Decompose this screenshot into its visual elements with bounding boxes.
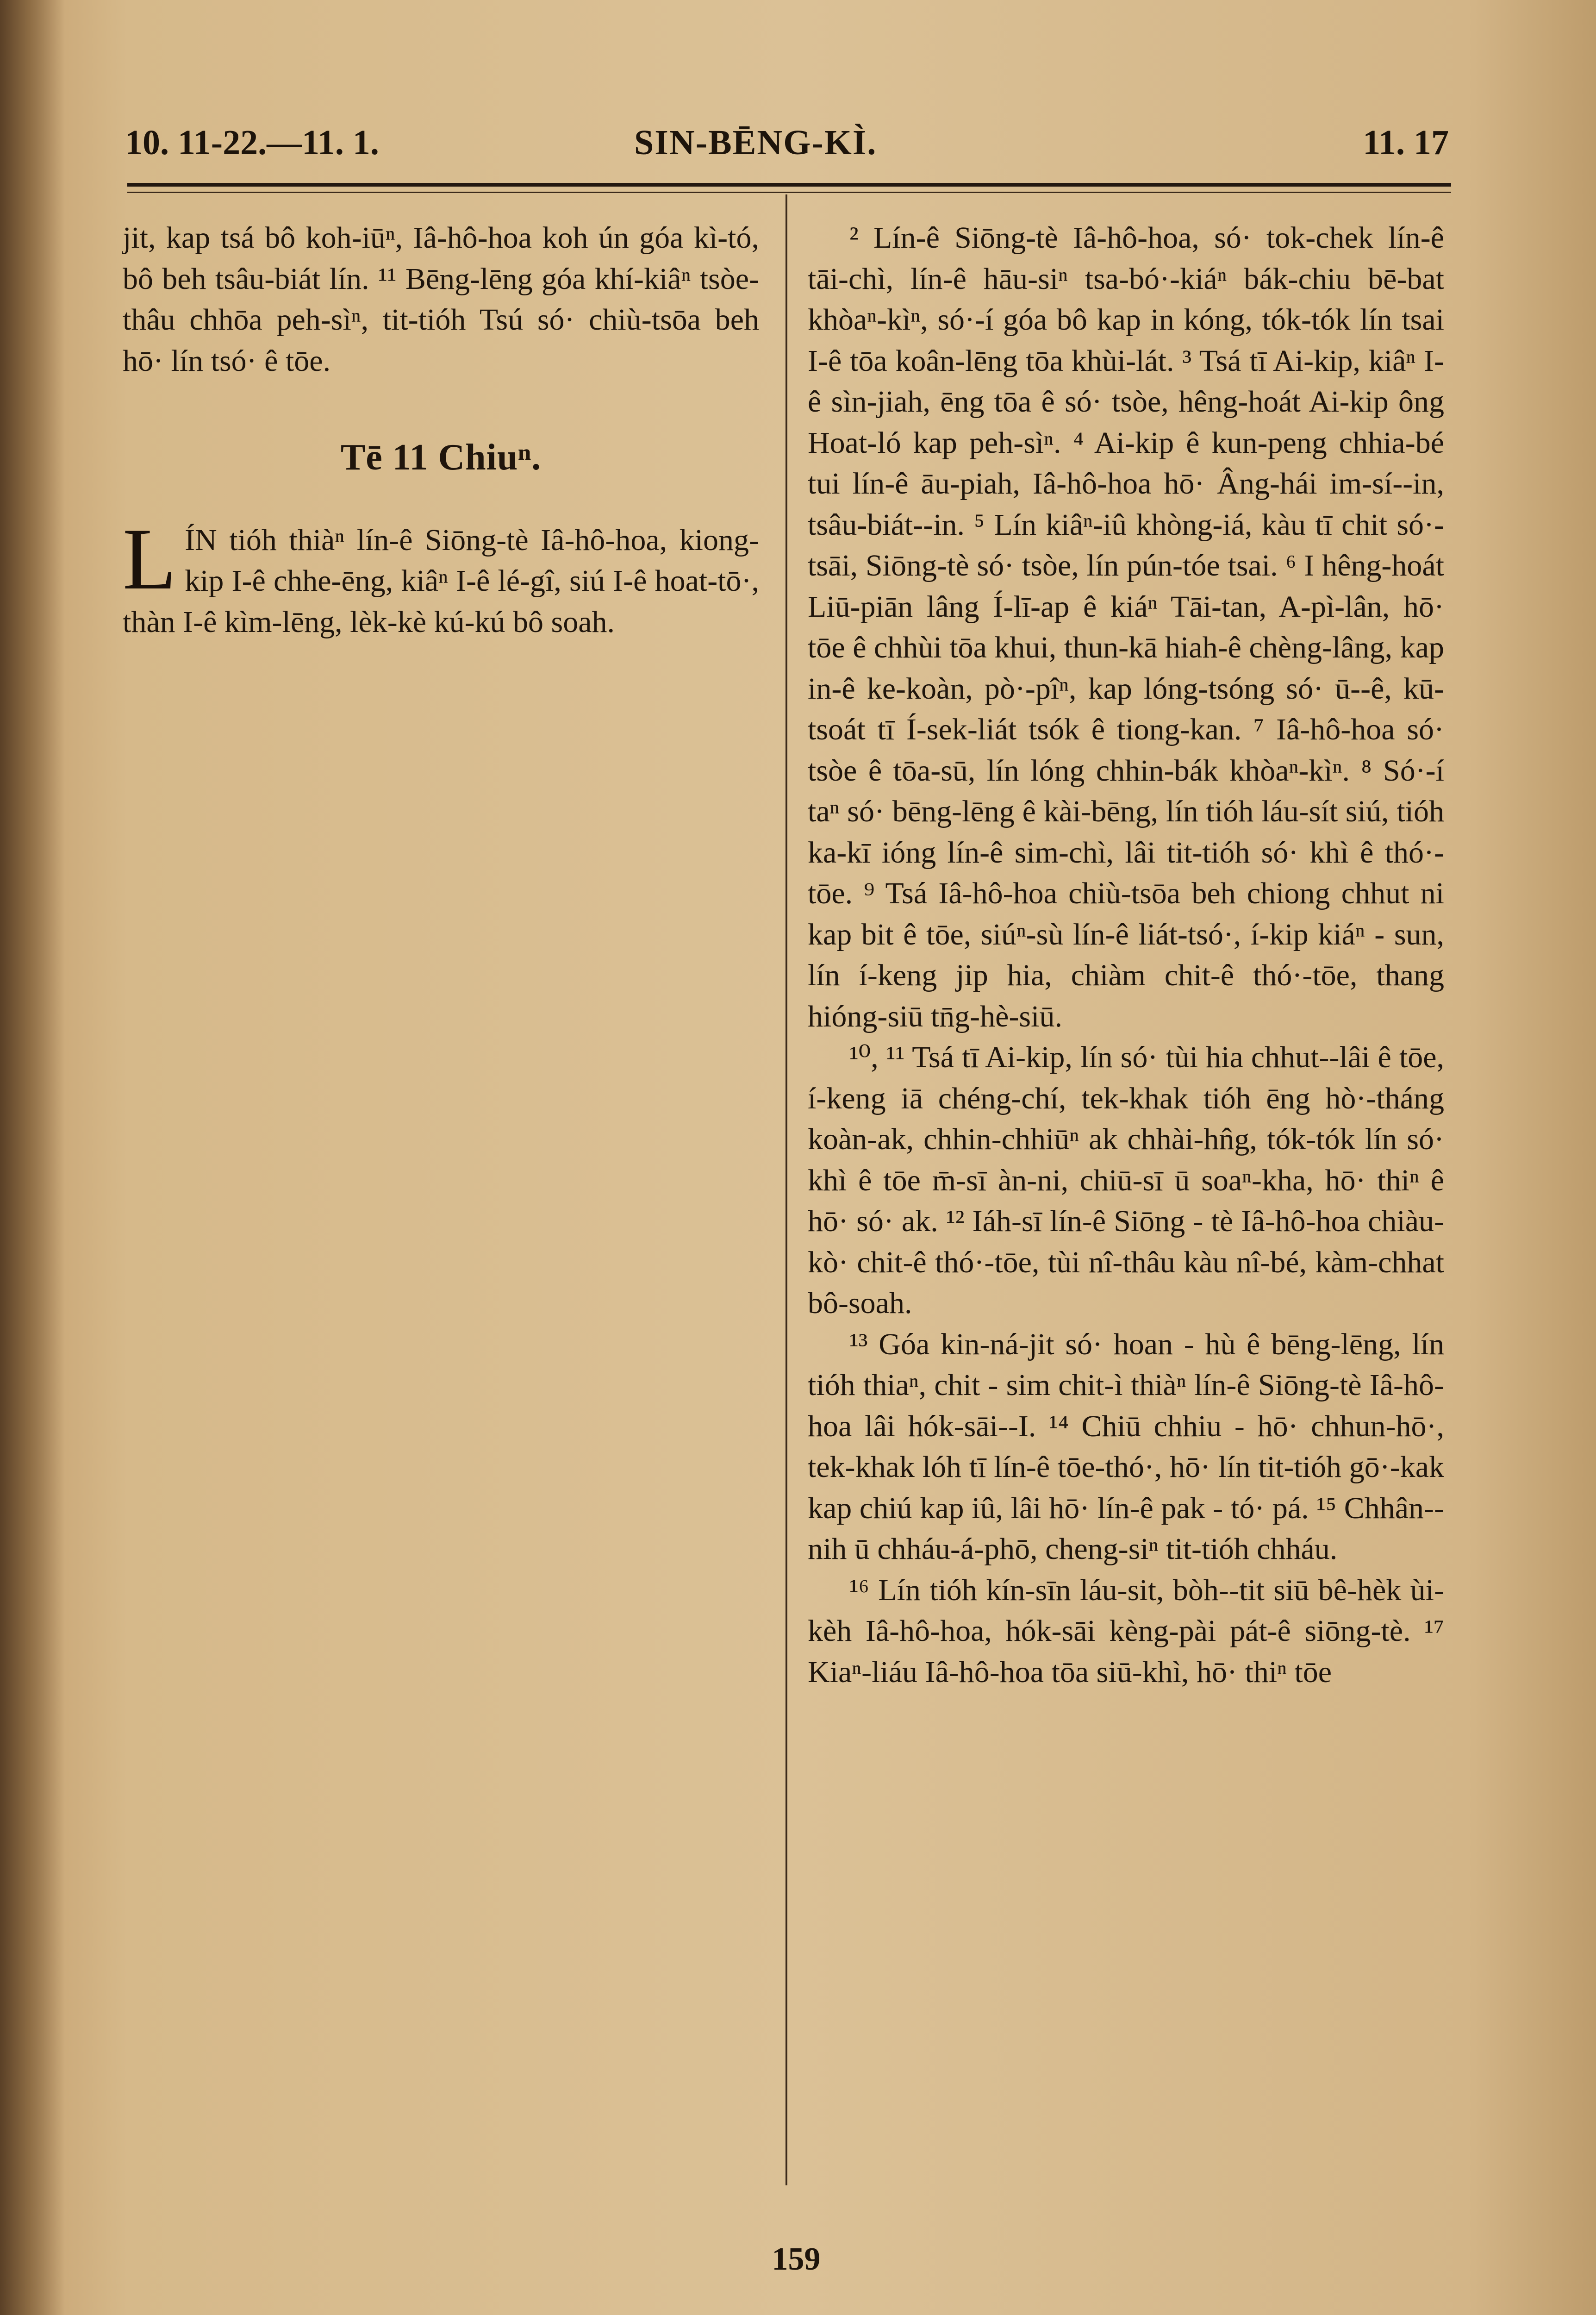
drop-cap: L (123, 510, 177, 608)
chapter-opening-text: ÍN tióh thiàⁿ lín-ê Siōng-tè Iâ-hô-hoa, kiong-kip I-ê chhe-ēng, kiâⁿ I-ê lé-gî, siú I-ê hoat-tō·, thàn I-ê kìm-lēng, lèk-kè kú-kú bô soah. (123, 523, 759, 639)
header-verse-end: 11. 17 (1363, 123, 1449, 162)
paragraph: jit, kap tsá bô koh-iūⁿ, Iâ-hô-hoa koh ún góa kì-tó, bô beh tsâu-biát lín. ¹¹ Bēng-lēng góa khí-kiâⁿ tsòe-thâu chhōa peh-sìⁿ, tit-tióh Tsú só· chiù-tsōa beh hō· lín tsó· ê tōe. (123, 221, 759, 378)
running-header (125, 113, 1449, 178)
right-column (808, 218, 1444, 1693)
chapter-heading: Tē 11 Chiuⁿ. (340, 437, 542, 478)
chapter-opening-paragraph (123, 510, 759, 643)
page-gutter-shadow (0, 0, 65, 2315)
paragraph: ¹⁰, ¹¹ Tsá tī Ai-kip, lín só· tùi hia chhut--lâi ê tōe, í-keng iā chéng-chí, tek-khak tióh ēng hò·-tháng koàn-ak, chhin-chhiūⁿ ak chhài-hn̂g, tók-tók lín só· khì ê tōe m̄-sī àn-ni, chiū-sī ū soaⁿ-kha, hō· thiⁿ ê hō· só· ak. ¹² Iáh-sī lín-ê Siōng - tè Iâ-hô-hoa chiàu-kò· chit-ê thó·-tōe, tùi nî-thâu kàu nî-bé, kàm-chhat bô-soah. (808, 1040, 1444, 1320)
header-rule-thin (127, 192, 1451, 193)
paragraph: ² Lín-ê Siōng-tè Iâ-hô-hoa, só· tok-chek lín-ê tāi-chì, lín-ê hāu-siⁿ tsa-bó·-kiáⁿ bák-chiu bē-bat khòaⁿ-kìⁿ, só·-í góa bô kap in kóng, tók-tók lín tsai I-ê tōa koân-lēng tōa khùi-lát. ³ Tsá tī Ai-kip, kiâⁿ I-ê sìn-jiah, ēng tōa ê só· tsòe, hêng-hoát Ai-kip ông Hoat-ló kap peh-sìⁿ. ⁴ Ai-kip ê kun-peng chhia-bé tui lín-ê āu-piah, Iâ-hô-hoa hō· Âng-hái im-sí--in, tsâu-biát--in. ⁵ Lín kiâⁿ-iû khòng-iá, kàu tī chit só·-tsāi, Siōng-tè só· tsòe, lín pún-tóe tsai. ⁶ I hêng-hoát Liū-piān lâng Í-lī-ap ê kiáⁿ Tāi-tan, A-pì-lân, hō· tōe ê chhùi tōa khui, thun-kā hiah-ê chèng-lâng, kap in-ê ke-koàn, pò·-pîⁿ, kap lóng-tsóng só· ū--ê, kū-tsoát tī Í-sek-liát tsók ê tiong-kan. ⁷ Iâ-hô-hoa só· tsòe ê tōa-sū, lín lóng chhin-bák khòaⁿ-kìⁿ. ⁸ Só·-í taⁿ só· bēng-lēng ê kài-bēng, lín tióh láu-sít siú, tióh ka-kī ióng lín-ê sim-chì, lâi tit-tióh só· khì ê thó·-tōe. ⁹ Tsá Iâ-hô-hoa chiù-tsōa beh chiong chhut ni kap bit ê tōe, siúⁿ-sù lín-ê liát-tsó·, í-kip kiáⁿ - sun, lín í-keng jip hia, chiàm chit-ê thó·-tōe, thang hióng-siū tn̄g-hè-siū. (808, 221, 1444, 1033)
left-column (123, 218, 759, 643)
header-rule-thick (127, 183, 1451, 187)
header-book-title: SIN-BĒNG-KÌ. (634, 123, 877, 162)
column-divider (786, 194, 787, 2185)
page-number: 159 (772, 2241, 821, 2277)
paragraph: ¹⁶ Lín tióh kín-sīn láu-sit, bòh--tit siū bê-hèk ùi-kèh Iâ-hô-hoa, hók-sāi kèng-pài pát-ê siōng-tè. ¹⁷ Kiaⁿ-liáu Iâ-hô-hoa tōa siū-khì, hō· thiⁿ tōe (808, 1573, 1444, 1689)
header-chapter-range: 10. 11-22.—11. 1. (125, 123, 379, 162)
paragraph: ¹³ Góa kin-ná-jit só· hoan - hù ê bēng-lēng, lín tióh thiaⁿ, chit - sim chit-ì thiàⁿ lín-ê Siōng-tè Iâ-hô-hoa lâi hók-sāi--I. ¹⁴ Chiū chhiu - hō· chhun-hō·, tek-khak lóh tī lín-ê tōe-thó·, hō· lín tit-tióh gō·-kak kap chiú kap iû, lâi hō· lín-ê pak - tó· pá. ¹⁵ Chhân--nih ū chháu-á-phō, cheng-siⁿ tit-tióh chháu. (808, 1327, 1444, 1566)
